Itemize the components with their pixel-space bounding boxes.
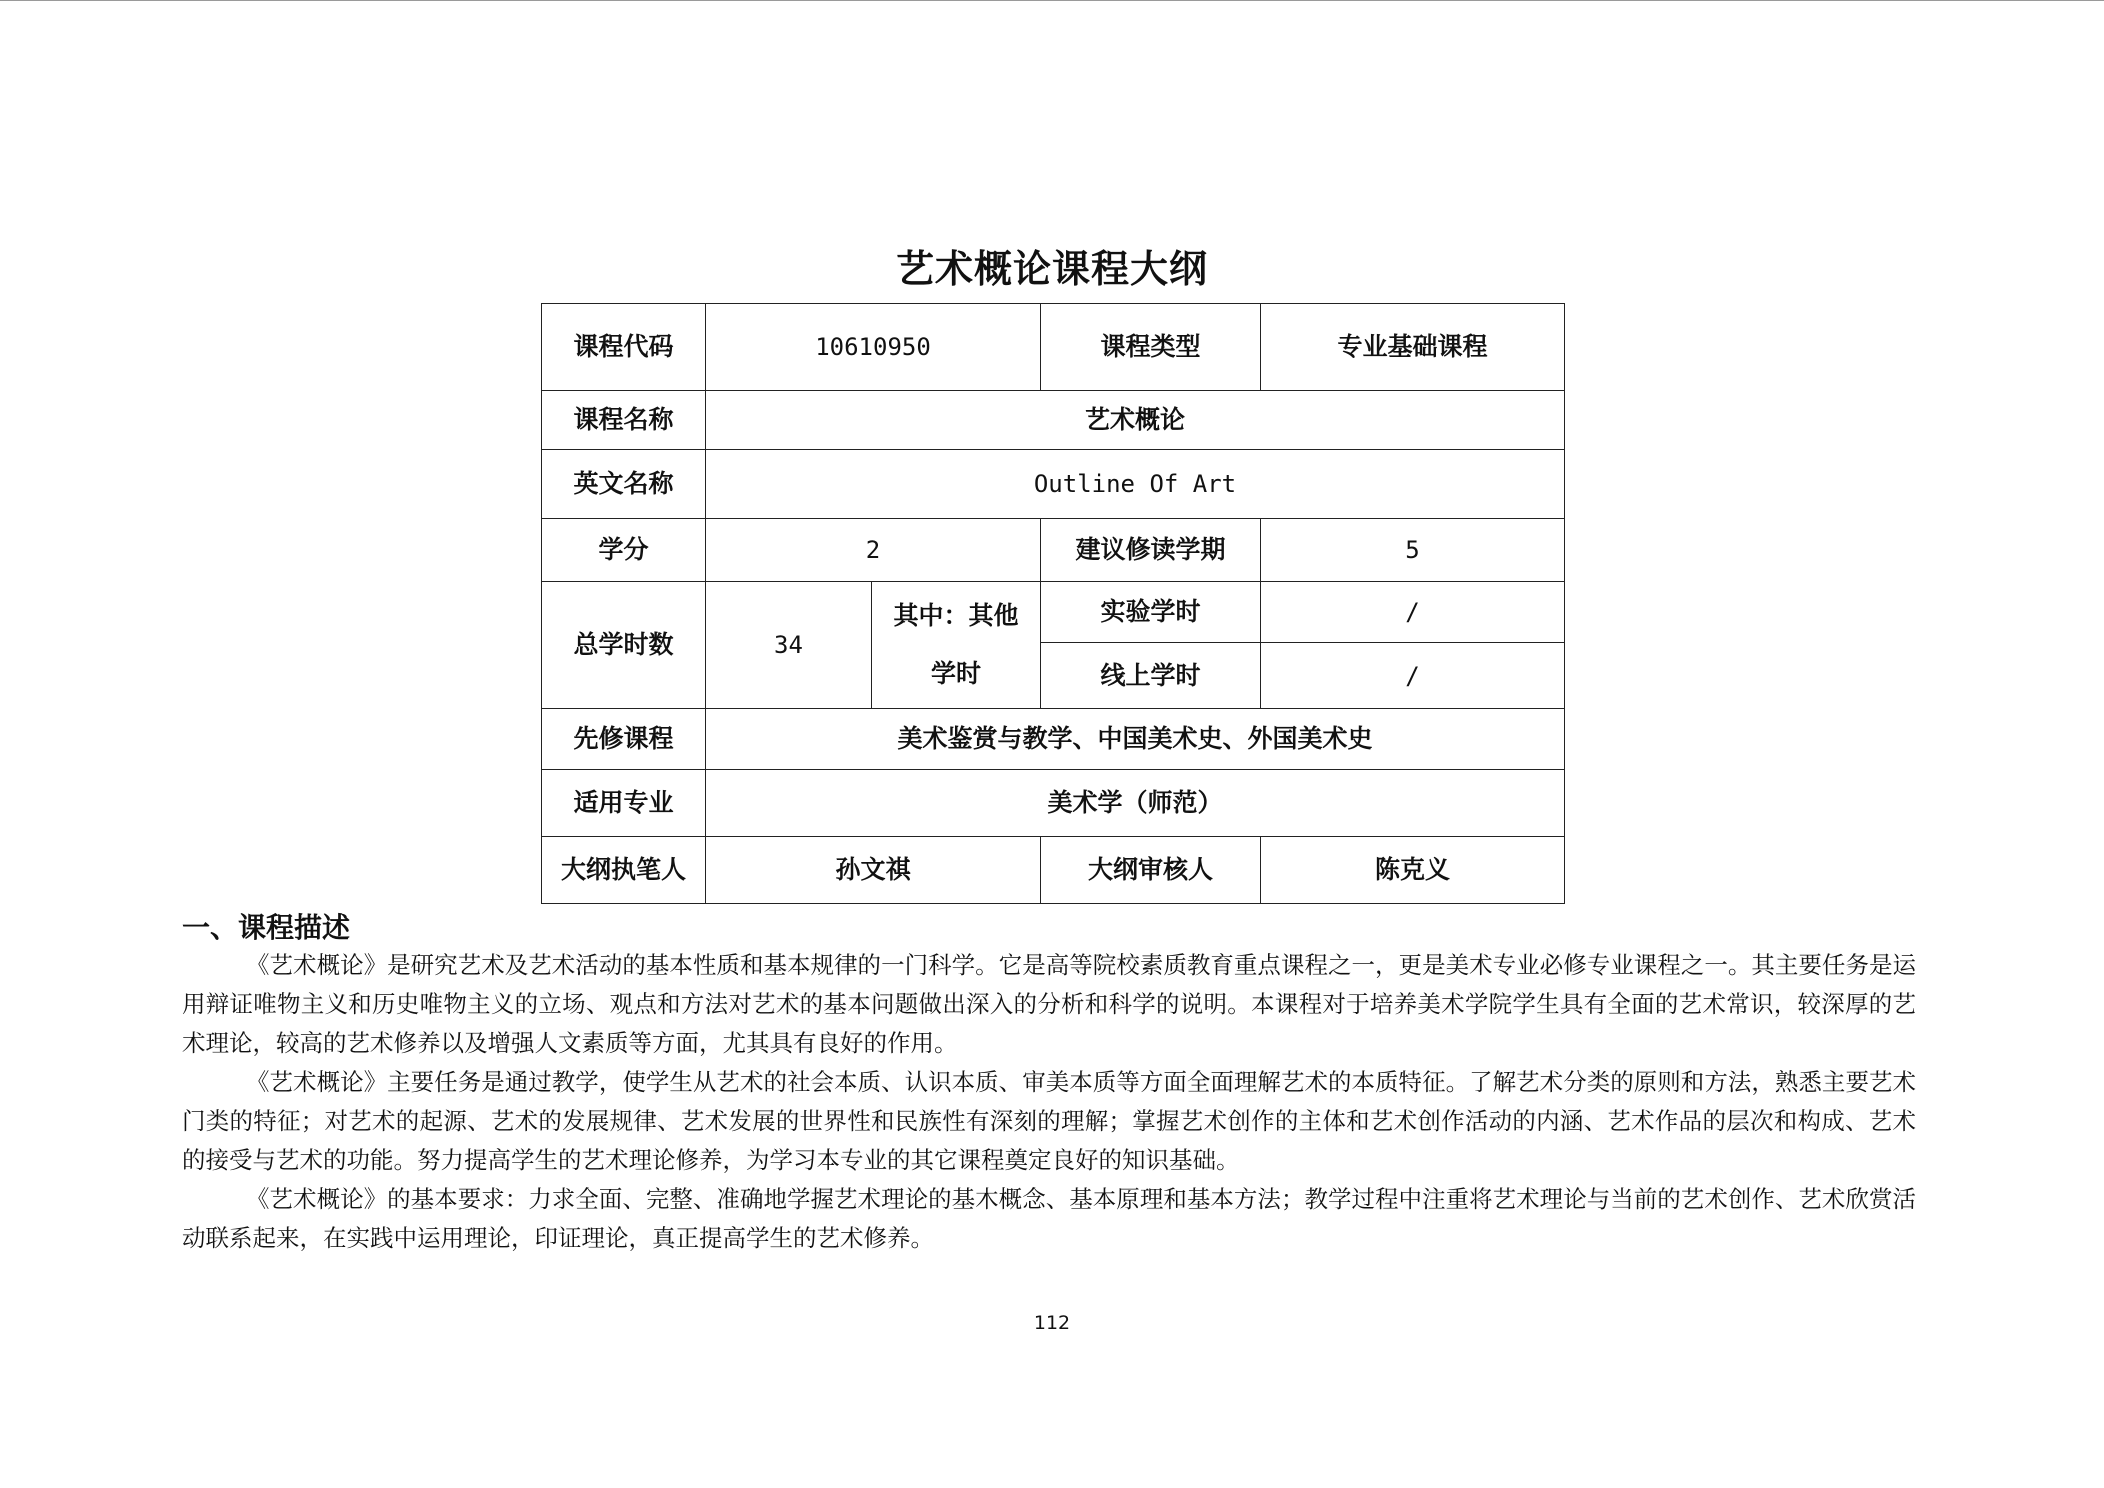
row-authors bbox=[542, 837, 1565, 904]
online-hours-value: / bbox=[1261, 643, 1565, 709]
suggested-semester-label: 建议修读学期 bbox=[1041, 519, 1261, 582]
paragraph: 《艺术概论》是研究艺术及艺术活动的基本性质和基本规律的一门科学。它是高等院校素质教育重点课程之一，更是美术专业必修专业课程之一。其主要任务是运用辩证唯物主义和历史唯物主义的立场、观点和方法对艺术的基本问题做出深入的分析和科学的说明。本课程对于培养美术学院学生具有全面的艺术常识，较深厚的艺术理论，较高的艺术修养以及增强人文素质等方面，尤其具有良好的作用。 bbox=[182, 951, 1916, 1057]
row-credits bbox=[542, 519, 1565, 582]
course-name-value: 艺术概论 bbox=[706, 391, 1565, 450]
row-total-hours bbox=[542, 582, 1565, 643]
author-value: 孙文祺 bbox=[706, 837, 1041, 904]
other-hours-label-line1: 其中：其他 bbox=[893, 601, 1019, 630]
course-code-label: 课程代码 bbox=[542, 304, 706, 391]
reviewer-value: 陈克义 bbox=[1261, 837, 1565, 904]
page-top-border bbox=[0, 0, 2104, 1]
applicable-major-label: 适用专业 bbox=[542, 770, 706, 837]
lab-hours-value: / bbox=[1261, 582, 1565, 643]
course-type-value: 专业基础课程 bbox=[1261, 304, 1565, 391]
online-hours-label: 线上学时 bbox=[1041, 643, 1261, 709]
page-number: 112 bbox=[1033, 1312, 1071, 1334]
prerequisites-label: 先修课程 bbox=[542, 709, 706, 770]
applicable-major-value: 美术学（师范） bbox=[706, 770, 1565, 837]
row-prerequisites bbox=[542, 709, 1565, 770]
row-course-name bbox=[542, 391, 1565, 450]
lab-hours-label: 实验学时 bbox=[1041, 582, 1261, 643]
english-name-value: Outline Of Art bbox=[706, 450, 1565, 519]
other-hours-label-line2: 学时 bbox=[930, 659, 981, 688]
paragraph: 《艺术概论》的基本要求：力求全面、完整、准确地学握艺术理论的基木概念、基本原理和基本方法；教学过程中注重将艺术理论与当前的艺术创作、艺术欣赏活动联系起来，在实践中运用理论，印证理论，真正提高学生的艺术修养。 bbox=[182, 1185, 1916, 1252]
reviewer-label: 大纲审核人 bbox=[1041, 837, 1261, 904]
course-info-table bbox=[541, 303, 1565, 904]
other-hours-label bbox=[872, 582, 1041, 709]
prerequisites-value: 美术鉴赏与教学、中国美术史、外国美术史 bbox=[706, 709, 1565, 770]
total-hours-label: 总学时数 bbox=[542, 582, 706, 709]
author-label: 大纲执笔人 bbox=[542, 837, 706, 904]
section-heading-course-description: 一、课程描述 bbox=[182, 911, 351, 944]
course-type-label: 课程类型 bbox=[1041, 304, 1261, 391]
row-english-name bbox=[542, 450, 1565, 519]
credits-label: 学分 bbox=[542, 519, 706, 582]
course-description-body bbox=[182, 946, 1916, 1258]
row-applicable-major bbox=[542, 770, 1565, 837]
course-name-label: 课程名称 bbox=[542, 391, 706, 450]
paragraph: 《艺术概论》主要任务是通过教学，使学生从艺术的社会本质、认识本质、审美本质等方面全面理解艺术的本质特征。了解艺术分类的原则和方法，熟悉主要艺术门类的特征；对艺术的起源、艺术的发展规律、艺术发展的世界性和民族性有深刻的理解；掌握艺术创作的主体和艺术创作活动的内涵、艺术作品的层次和构成、艺术的接受与艺术的功能。努力提高学生的艺术理论修养，为学习本专业的其它课程奠定良好的知识基础。 bbox=[182, 1068, 1916, 1174]
course-code-value: 10610950 bbox=[706, 304, 1041, 391]
row-course-code bbox=[542, 304, 1565, 391]
credits-value: 2 bbox=[706, 519, 1041, 582]
english-name-label: 英文名称 bbox=[542, 450, 706, 519]
document-title: 艺术概论课程大纲 bbox=[895, 247, 1208, 291]
suggested-semester-value: 5 bbox=[1261, 519, 1565, 582]
total-hours-value: 34 bbox=[706, 582, 872, 709]
